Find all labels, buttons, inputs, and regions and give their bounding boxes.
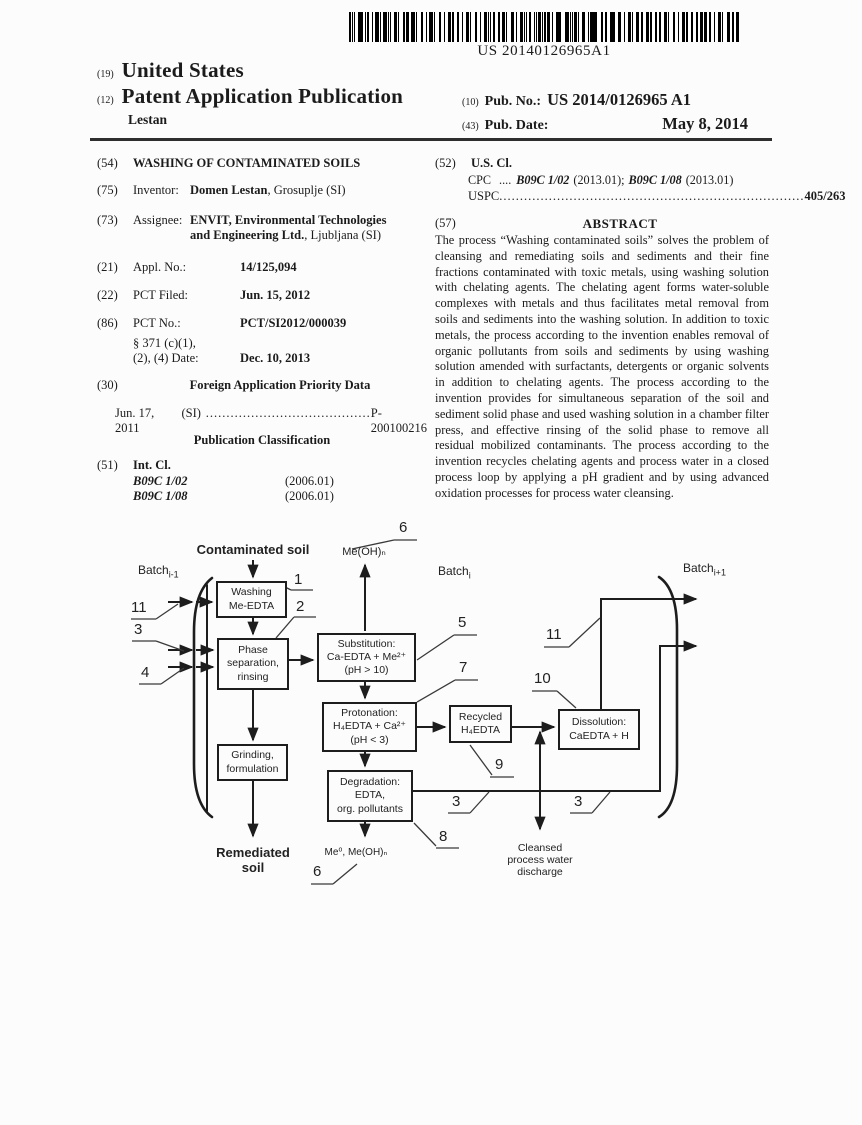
int-cl-label: Int. Cl.	[133, 458, 171, 472]
section-371-label: (2), (4) Date:	[133, 351, 199, 365]
field-code-30: (30)	[97, 378, 118, 392]
washing-box: Washing Me-EDTA	[216, 581, 287, 618]
ref-numeral-9: 9	[495, 756, 504, 773]
ref-numeral-3-left: 3	[134, 621, 143, 638]
field-code-22: (22)	[97, 288, 118, 302]
ref-numeral-3-right: 3	[574, 793, 583, 810]
pct-filed-label: PCT Filed:	[133, 288, 188, 302]
contaminated-soil-label: Contaminated soil	[196, 542, 310, 557]
abstract-title: ABSTRACT	[582, 216, 658, 231]
cpc-version-2: (2013.01)	[685, 173, 734, 187]
protonation-box: Protonation: H₄EDTA + Ca²⁺ (pH < 3)	[322, 702, 417, 752]
ref-numeral-2: 2	[296, 598, 305, 615]
dissolution-box: Dissolution: CaEDTA + H	[558, 709, 640, 750]
grinding-box: Grinding, formulation	[217, 744, 288, 781]
invention-title: WASHING OF CONTAMINATED SOILS	[133, 156, 361, 170]
int-cl-version-2: (2006.01)	[285, 489, 334, 503]
assignee-label: Assignee:	[133, 213, 183, 227]
document-type: Patent Application Publication	[121, 84, 404, 108]
cpc-class-1: B09C 1/02	[516, 173, 570, 187]
pct-filed-value: Jun. 15, 2012	[240, 288, 311, 302]
priority-number: P-200100216	[370, 406, 427, 436]
ref-numeral-3-mid: 3	[452, 793, 461, 810]
phase-separation-box: Phase separation, rinsing	[217, 638, 289, 690]
degradation-box: Degradation: EDTA, org. pollutants	[327, 770, 413, 822]
uspc-value: 405/263	[804, 189, 846, 203]
recycled-edta-box: Recycled H₄EDTA	[449, 705, 512, 743]
pub-date-value: May 8, 2014	[662, 114, 748, 133]
priority-country: (SI)	[181, 406, 201, 420]
barcode-number: US 20140126965A1	[477, 43, 611, 59]
us-cl-label: U.S. Cl.	[471, 156, 512, 170]
priority-data-title: Foreign Application Priority Data	[189, 378, 371, 392]
field-code-75: (75)	[97, 183, 118, 197]
int-cl-version-1: (2006.01)	[285, 474, 334, 488]
batch-prev-label: Batch$_{i-1}$	[138, 563, 179, 580]
ref-numeral-6-bottom: 6	[313, 863, 322, 880]
me-oh-top-label: Me(OH)ₙ	[342, 546, 386, 558]
field-code-51: (51)	[97, 458, 118, 472]
ref-numeral-4: 4	[141, 664, 150, 681]
assignee-name-line1: ENVIT, Environmental Technologies	[190, 213, 387, 227]
cpc-dots: ....	[499, 173, 512, 187]
field-code-21: (21)	[97, 260, 118, 274]
batch-i-label: Batch$_i$	[438, 564, 471, 581]
priority-leader-dots: ........................................	[205, 406, 371, 420]
pub-no-value: US 2014/0126965 A1	[547, 90, 692, 109]
cpc-label: CPC	[468, 173, 492, 187]
kind-code-12: (12)	[97, 95, 114, 106]
cleansed-water-label: Cleansed process water discharge	[507, 842, 573, 878]
bibliographic-left-column	[97, 152, 427, 512]
section-371-line1: § 371 (c)(1),	[133, 336, 196, 350]
cpc-class-2: B09C 1/08	[628, 173, 682, 187]
field-code-54: (54)	[97, 156, 118, 170]
assignee-name-line2: and Engineering Ltd.	[190, 228, 305, 243]
pub-date-label: Pub. Date:	[484, 118, 549, 133]
kind-code-10: (10)	[462, 97, 479, 108]
uspc-label: USPC	[468, 189, 500, 203]
appl-no-value: 14/125,094	[240, 260, 297, 274]
ref-numeral-11-right: 11	[546, 626, 562, 643]
inventor-location: , Grosuplje (SI)	[267, 183, 346, 197]
appl-no-label: Appl. No.:	[133, 260, 187, 274]
publication-classification-title: Publication Classification	[193, 433, 331, 447]
assignee-location: , Ljubljana (SI)	[304, 228, 381, 243]
barcode-image	[349, 12, 739, 42]
bibliographic-right-column	[435, 152, 846, 522]
batch-next-label: Batch$_{i+1}$	[683, 561, 726, 578]
ref-numeral-8: 8	[439, 828, 448, 845]
priority-date: Jun. 17, 2011	[115, 406, 155, 436]
inventor-label: Inventor:	[133, 183, 179, 197]
ref-numeral-7: 7	[459, 659, 468, 676]
inventor-value	[190, 183, 346, 198]
substitution-box: Substitution: Ca-EDTA + Me²⁺ (pH > 10)	[317, 633, 416, 682]
pub-no-label: Pub. No.:	[484, 94, 542, 109]
int-cl-class-1: B09C 1/02	[133, 474, 188, 488]
kind-code-19: (19)	[97, 69, 114, 80]
kind-code-43: (43)	[462, 121, 479, 132]
header-divider	[90, 138, 772, 141]
ref-numeral-5: 5	[458, 614, 467, 631]
field-code-86: (86)	[97, 316, 118, 330]
ref-numeral-11-left: 11	[131, 599, 147, 616]
ref-numeral-1: 1	[294, 571, 303, 588]
abstract-text: The process “Washing contaminated soils” solves the problem of cleansing and remediating soils and sediments and their fine fractions contaminated with toxic metals, using washing solution with chelating agents. The chelating agent forms water-soluble complexes with metals and thus facilitates metal removal from soils and sediments into the washing solution. In addition to toxic metals, the process according to the invention enables removal of organic pollutants from soils and sediments by using washing solution amended with surfactants, detergents or organic solvents in addition to chelating agents. The process according to the invention provides for simultaneous separation of the soil and sediment solid phase and used washing solution in a chamber filter press, and effective rinsing of the solid phase to remove all residual mobilized contaminants. The process according to the invention recycles chelating agents and process water in a closed process loop by applying a pH gradient and by using advanced oxidation processes for process water cleansing.	[435, 233, 769, 500]
int-cl-class-2: B09C 1/08	[133, 489, 188, 503]
field-code-52: (52)	[435, 156, 456, 170]
pct-no-value: PCT/SI2012/000039	[240, 316, 347, 330]
cpc-version-1: (2013.01);	[573, 173, 625, 187]
field-code-57: (57)	[435, 216, 456, 230]
country-name: United States	[121, 58, 244, 82]
assignee-value	[190, 213, 386, 244]
ref-numeral-6-top: 6	[399, 519, 408, 536]
inventor-surname: Lestan	[128, 112, 168, 127]
me0-bottom-label: Me⁰, Me(OH)ₙ	[324, 847, 388, 858]
uspc-leader-dots: ..........................................................................	[499, 189, 805, 203]
field-code-73: (73)	[97, 213, 118, 227]
section-371-date: Dec. 10, 2013	[240, 351, 311, 365]
pct-no-label: PCT No.:	[133, 316, 181, 330]
remediated-soil-label: Remediated soil	[216, 845, 290, 875]
ref-numeral-10: 10	[534, 670, 551, 687]
inventor-name: Domen Lestan	[190, 183, 268, 197]
